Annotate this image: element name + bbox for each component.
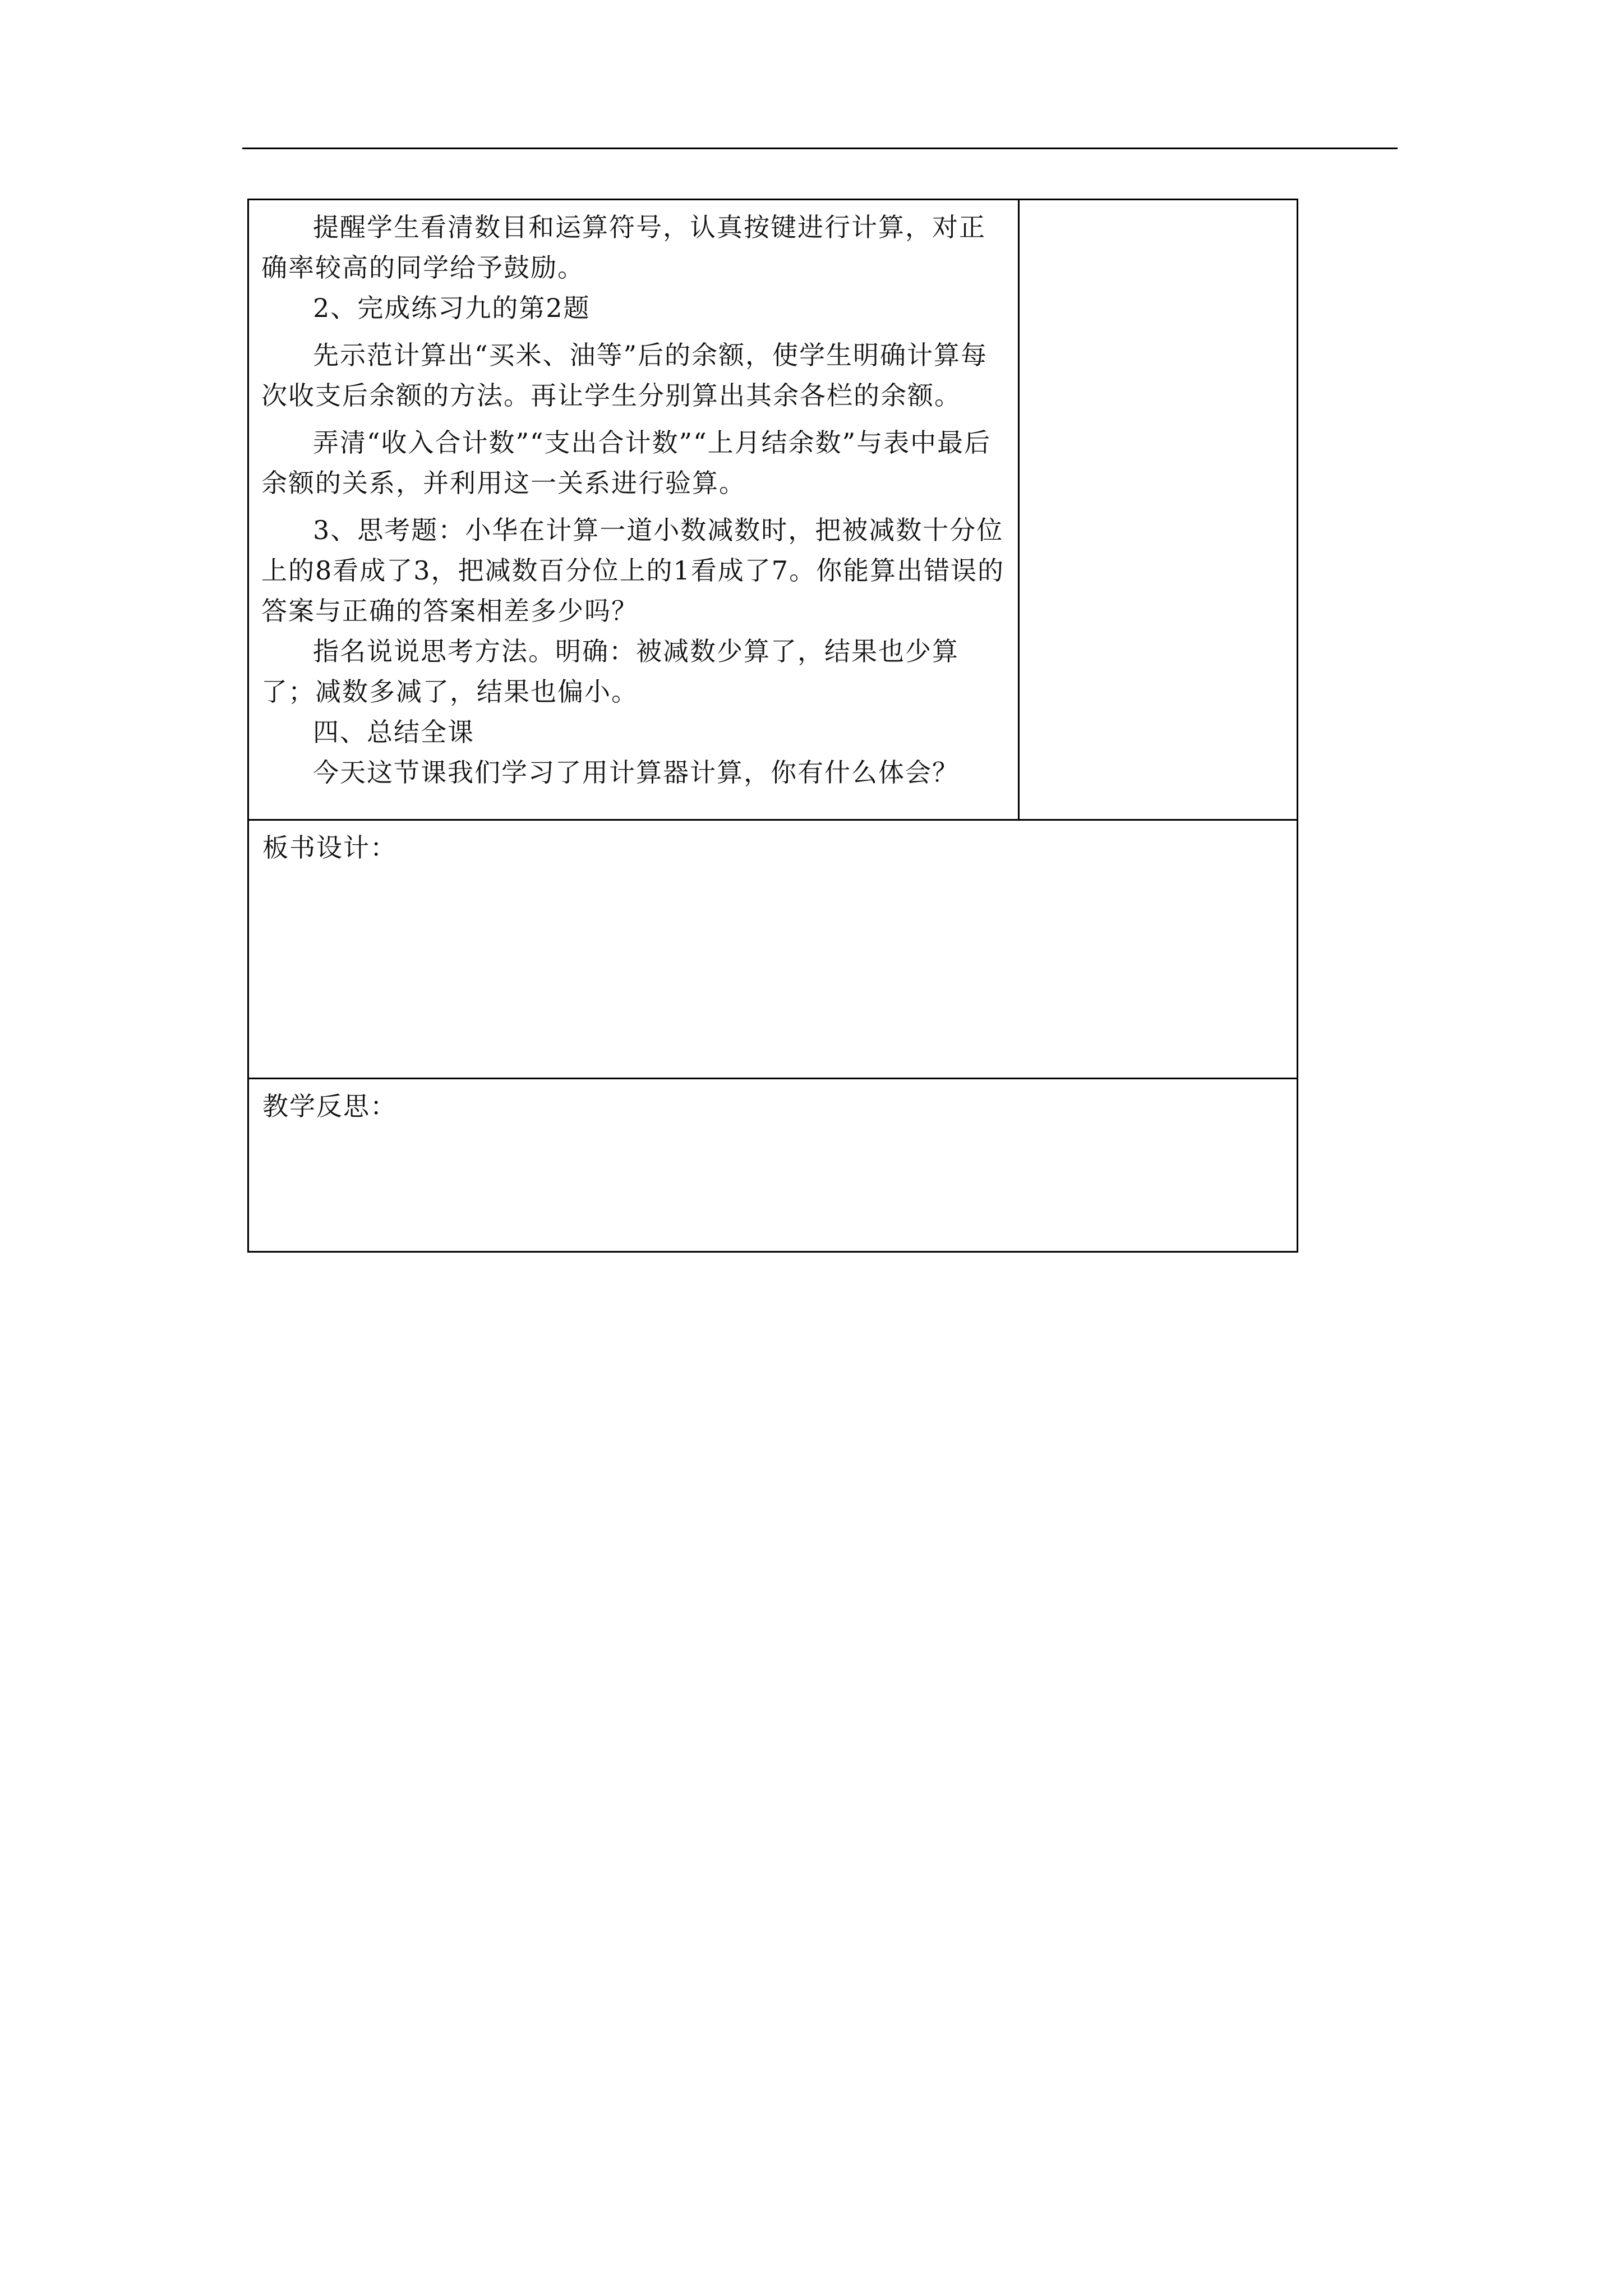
reflection-label: 教学反思： [262, 1091, 397, 1121]
process-paragraph: 先示范计算出“买米、油等”后的余额，使学生明确计算每次收支后余额的方法。再让学生分别算出其余各栏的余额。 [261, 340, 988, 411]
process-paragraph: 弄清“收入合计数”“支出合计数”“上月结余数”与表中最后余额的关系，并利用这一关系进行验算。 [261, 427, 992, 498]
board-design-cell [248, 820, 1298, 1079]
reflection-cell [248, 1079, 1298, 1252]
reflection-row [248, 1079, 1298, 1252]
process-paragraph: 今天这节课我们学习了用计算器计算，你有什么体会？ [313, 757, 959, 788]
process-paragraph: 提醒学生看清数目和运算符号，认真按键进行计算，对正确率较高的同学给予鼓励。 [261, 212, 986, 283]
process-paragraph: 指名说说思考方法。明确：被减数少算了，结果也少算了；减数多减了，结果也偏小。 [261, 636, 959, 707]
teaching-process-row [248, 200, 1298, 820]
teaching-process-text [261, 207, 1006, 793]
process-paragraph: 四、总结全课 [313, 717, 474, 747]
teaching-process-cell [248, 200, 1019, 820]
notes-cell [1019, 200, 1298, 820]
lesson-plan-table [247, 199, 1298, 1253]
board-design-row [248, 820, 1298, 1079]
process-paragraph: 3、思考题：小华在计算一道小数减数时，把被减数十分位上的8看成了3，把减数百分位上的1看成了7。你能算出错误的答案与正确的答案相差多少吗？ [261, 515, 1005, 626]
board-design-label: 板书设计： [262, 832, 397, 863]
process-paragraph: 2、完成练习九的第2题 [313, 293, 591, 323]
header-rule [242, 148, 1398, 149]
